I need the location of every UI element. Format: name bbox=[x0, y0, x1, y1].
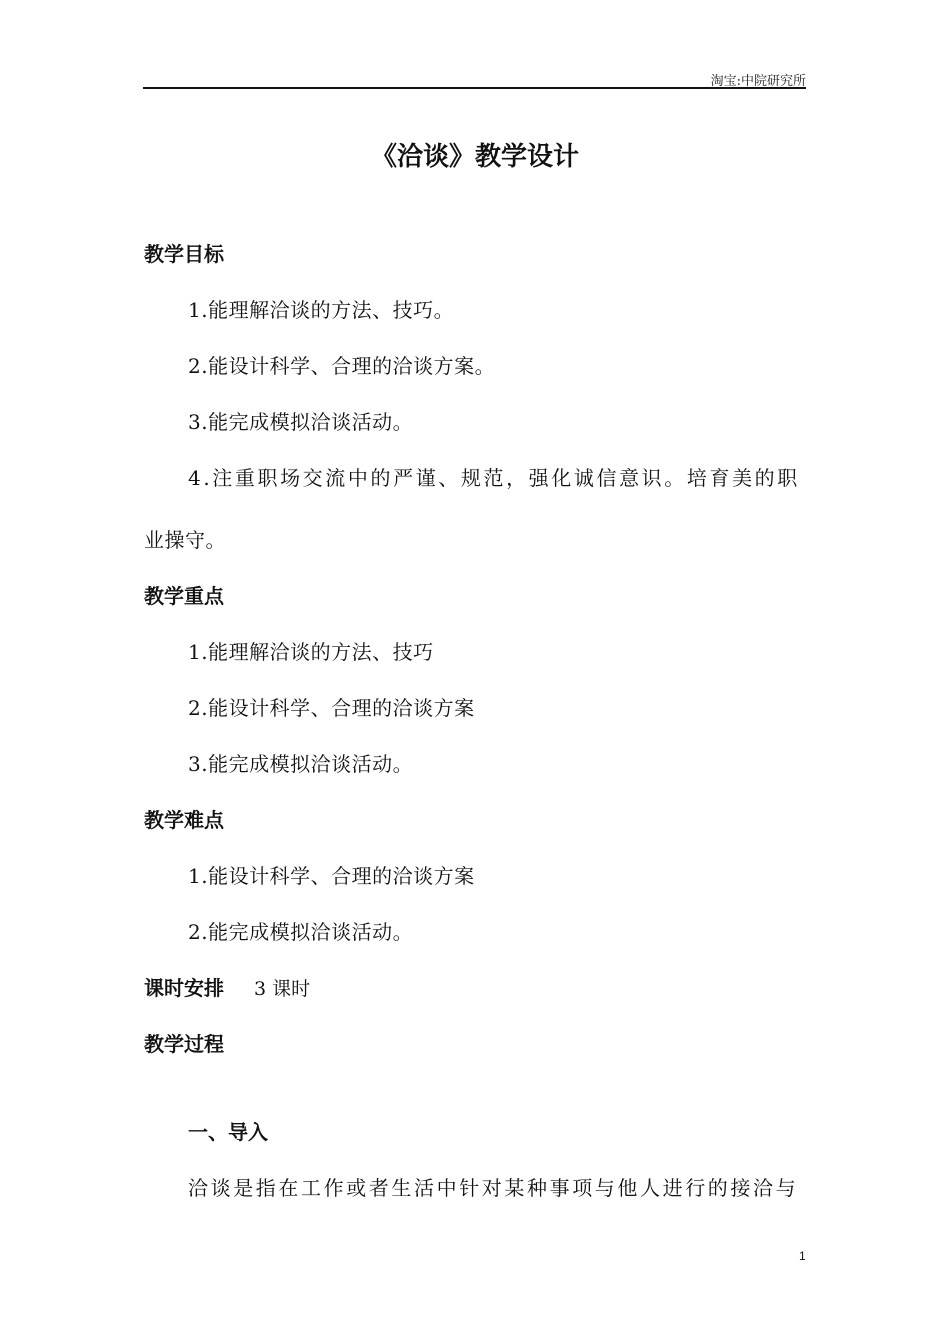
objective-item-1: 1.能理解洽谈的方法、技巧。 bbox=[188, 298, 455, 322]
key-point-item-2: 2.能设计科学、合理的洽谈方案 bbox=[188, 696, 475, 720]
process-heading: 教学过程 bbox=[144, 1032, 224, 1056]
objective-item-4: 4.注重职场交流中的严谨、规范，强化诚信意识。培育美的职 bbox=[188, 466, 800, 490]
objectives-heading: 教学目标 bbox=[144, 242, 224, 266]
page-number: 1 bbox=[799, 1249, 806, 1263]
key-points-heading: 教学重点 bbox=[144, 584, 224, 608]
header-text: 淘宝:中院研究所 bbox=[710, 74, 806, 89]
document-title: 《洽谈》教学设计 bbox=[370, 142, 579, 172]
schedule-heading: 课时安排 bbox=[144, 976, 224, 1000]
difficulty-item-2: 2.能完成模拟洽谈活动。 bbox=[188, 920, 414, 944]
schedule-value: 3 课时 bbox=[254, 978, 311, 1000]
objective-item-4-continuation: 业操守。 bbox=[144, 528, 226, 552]
objective-item-3: 3.能完成模拟洽谈活动。 bbox=[188, 410, 414, 434]
process-paragraph: 洽谈是指在工作或者生活中针对某种事项与他人进行的接洽与 bbox=[188, 1176, 799, 1200]
difficulties-heading: 教学难点 bbox=[144, 808, 224, 832]
key-point-item-3: 3.能完成模拟洽谈活动。 bbox=[188, 752, 414, 776]
difficulty-item-1: 1.能设计科学、合理的洽谈方案 bbox=[188, 864, 475, 888]
key-point-item-1: 1.能理解洽谈的方法、技巧 bbox=[188, 640, 434, 664]
process-subheading: 一、导入 bbox=[188, 1120, 268, 1144]
objective-item-2: 2.能设计科学、合理的洽谈方案。 bbox=[188, 354, 496, 378]
schedule-row bbox=[144, 972, 310, 1001]
header-rule bbox=[143, 87, 806, 89]
